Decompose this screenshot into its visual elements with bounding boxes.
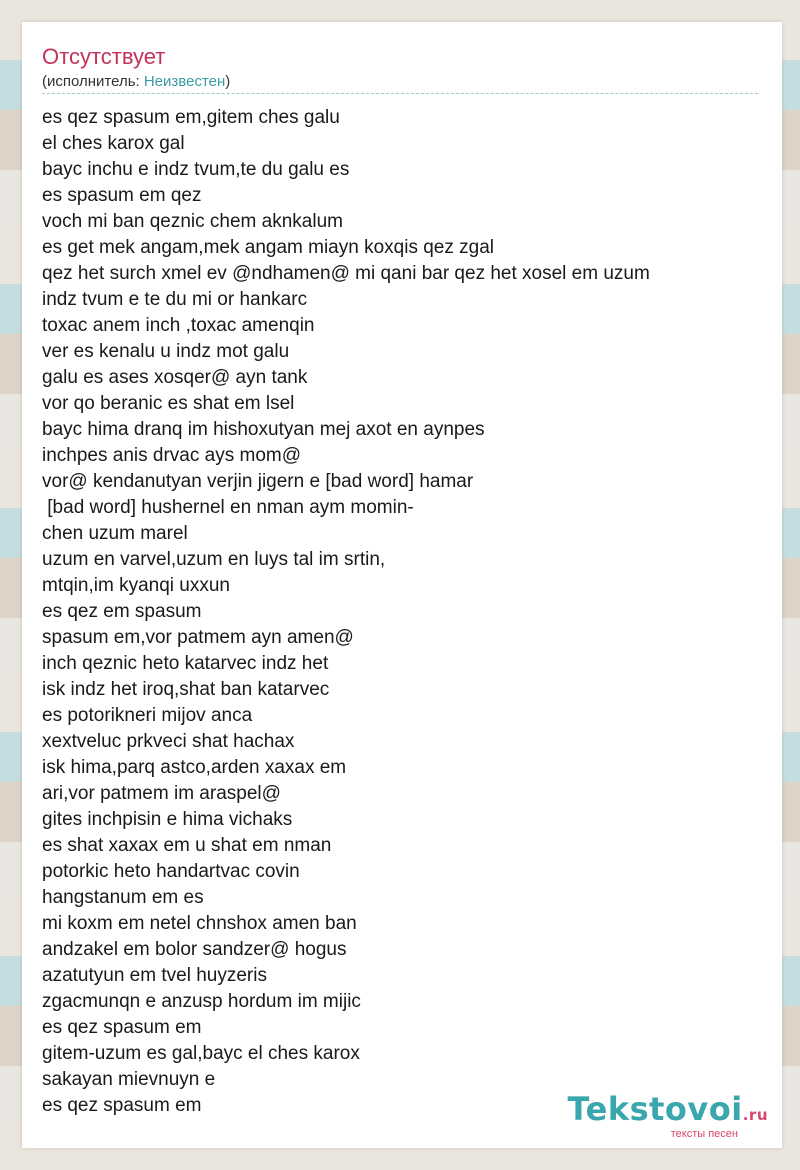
lyric-line: mi koxm em netel chnshox amen ban [42, 913, 357, 934]
lyric-line: isk hima,parq astco,arden xaxax em [42, 757, 347, 778]
lyric-line: es qez spasum em,gitem ches galu [42, 107, 340, 128]
lyric-line: mtqin,im kyanqi uxxun [42, 575, 230, 596]
lyric-line: bayc hima dranq im hishoxutyan mej axot en aynpes [42, 419, 485, 440]
lyric-line: spasum em,vor patmem ayn amen@ [42, 627, 354, 648]
lyric-line: chen uzum marel [42, 523, 188, 544]
lyric-line: hangstanum em es [42, 887, 204, 908]
lyric-line: zgacmunqn e anzusp hordum im mijic [42, 991, 361, 1012]
lyric-line: es qez em spasum [42, 601, 202, 622]
site-logo[interactable] [568, 1092, 768, 1140]
lyric-line: voch mi ban qeznic chem aknkalum [42, 211, 343, 232]
lyrics-list [42, 105, 650, 1119]
lyrics-card [22, 22, 782, 1148]
lyric-line: galu es ases xosqer@ ayn tank [42, 367, 308, 388]
lyric-line: ari,vor patmem im araspel@ [42, 783, 281, 804]
artist-prefix: (исполнитель: [42, 73, 144, 90]
logo-wordmark [568, 1092, 768, 1132]
dashed-divider [42, 93, 758, 94]
lyric-line: es potorikneri mijov anca [42, 705, 253, 726]
lyric-line: inch qeznic heto katarvec indz het [42, 653, 329, 674]
lyric-line: azatutyun em tvel huyzeris [42, 965, 267, 986]
lyric-line: es get mek angam,mek angam miayn koxqis qez zgal [42, 237, 494, 258]
logo-tagline: тексты песен [670, 1128, 738, 1140]
lyric-line: qez het surch xmel ev @ndhamen@ mi qani bar qez het xosel em uzum [42, 263, 650, 284]
lyric-line: inchpes anis drvac ays mom@ [42, 445, 301, 466]
lyric-line: es qez spasum em [42, 1095, 202, 1116]
lyric-line: gitem-uzum es gal,bayc el ches karox [42, 1043, 360, 1064]
lyric-line: toxac anem inch ,toxac amenqin [42, 315, 315, 336]
lyric-line: es spasum em qez [42, 185, 202, 206]
lyric-line: es shat xaxax em u shat em nman [42, 835, 332, 856]
artist-line [42, 73, 230, 91]
lyric-line: vor qo beranic es shat em lsel [42, 393, 295, 414]
artist-suffix: ) [225, 73, 231, 90]
lyric-line: isk indz het iroq,shat ban katarvec [42, 679, 330, 700]
lyric-line: uzum en varvel,uzum en luys tal im srtin, [42, 549, 386, 570]
song-title: Отсутствует [42, 44, 166, 69]
lyric-line: vor@ kendanutyan verjin jigern e [bad word] hamar [42, 471, 474, 492]
lyric-line: bayc inchu e indz tvum,te du galu es [42, 159, 350, 180]
lyric-line: xextveluc prkveci shat hachax [42, 731, 295, 752]
lyric-line: es qez spasum em [42, 1017, 202, 1038]
lyric-line: gites inchpisin e hima vichaks [42, 809, 293, 830]
lyric-line: indz tvum e te du mi or hankarc [42, 289, 308, 310]
artist-link[interactable]: Неизвестен [143, 73, 226, 90]
lyric-line: el ches karox gal [42, 133, 185, 154]
lyric-line: [bad word] hushernel en nman aym momin- [42, 497, 414, 518]
lyric-line: potorkic heto handartvac covin [42, 861, 300, 882]
lyric-line: andzakel em bolor sandzer@ hogus [42, 939, 347, 960]
lyric-line: sakayan mievnuyn e [42, 1069, 216, 1090]
lyric-line: ver es kenalu u indz mot galu [42, 341, 290, 362]
logo-tld: .ru [742, 1106, 768, 1124]
logo-name: Tekstovoi [567, 1090, 743, 1128]
